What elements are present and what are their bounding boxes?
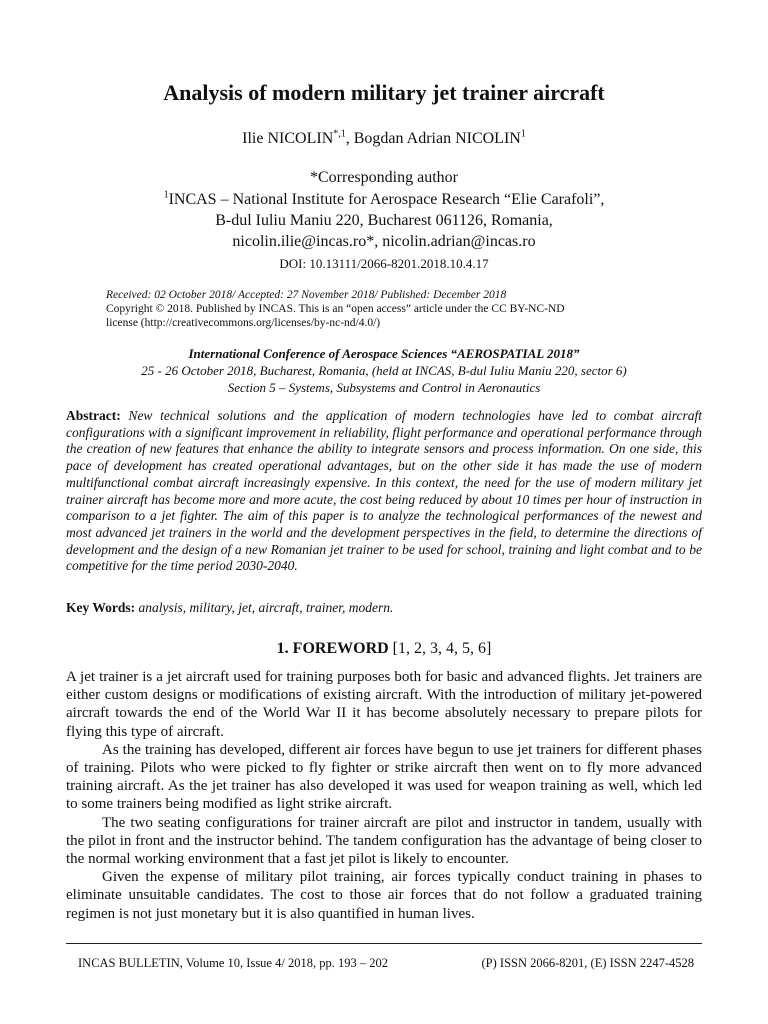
conference-section: Section 5 – Systems, Subsystems and Control in Aeronautics <box>227 380 541 395</box>
conference-name: International Conference of Aerospace Sciences “AEROSPATIAL 2018” <box>188 346 580 361</box>
author-separator: , <box>345 130 354 147</box>
conference-details: 25 - 26 October 2018, Bucharest, Romania, (held at INCAS, B-dul Iuliu Maniu 220, sector 6) <box>141 363 627 378</box>
affiliation-line-1 <box>0 189 768 210</box>
author-1-affiliation: *,1 <box>333 128 346 140</box>
affiliation-line-2: B-dul Iuliu Maniu 220, Bucharest 061126, Romania, <box>215 212 553 229</box>
author-1: Ilie NICOLIN <box>242 130 334 147</box>
doi[interactable]: DOI: 10.13111/2066-8201.2018.10.4.17 <box>279 256 489 271</box>
paragraph-4: Given the expense of military pilot training, air forces typically conduct training in phases to eliminate unsuitable candidates. The cost to those air forces that do not follow a graduated training regimen is not just monetary but it is also quantified in human lives. <box>66 869 702 922</box>
footer-issn: (P) ISSN 2066-8201, (E) ISSN 2247-4528 <box>481 956 694 970</box>
keywords-label: Key Words: <box>66 600 136 615</box>
affiliation-emails[interactable]: nicolin.ilie@incas.ro*, nicolin.adrian@incas.ro <box>232 233 536 250</box>
author-line <box>0 130 768 148</box>
author-2: Bogdan Adrian NICOLIN <box>353 130 521 147</box>
keywords-text: analysis, military, jet, aircraft, trainer, modern. <box>135 600 394 615</box>
copyright-line: Copyright © 2018. Published by INCAS. This is an “open access” article under the CC BY-NC-ND <box>106 303 565 315</box>
section-references: [1, 2, 3, 4, 5, 6] <box>388 640 492 657</box>
paragraph-3: The two seating configurations for trainer aircraft are pilot and instructor in tandem, usually with the pilot in front and the instructor behind. The tandem configuration has the advantage of being closer to the normal working environment that a fast jet pilot is likely to encounter. <box>66 814 702 868</box>
footer-divider <box>66 943 702 944</box>
affiliation-institute: INCAS – National Institute for Aerospace Research “Elie Carafoli”, <box>168 191 605 208</box>
corresponding-author-note: *Corresponding author <box>310 169 458 186</box>
author-2-affiliation: 1 <box>520 128 526 140</box>
affiliation-marker: 1 <box>163 189 169 201</box>
conference-info <box>0 345 768 396</box>
footer-journal: INCAS BULLETIN, Volume 10, Issue 4/ 2018, pp. 193 – 202 <box>78 956 388 970</box>
affiliation-block <box>0 189 768 252</box>
paper-title: Analysis of modern military jet trainer aircraft <box>163 80 605 105</box>
abstract <box>66 408 702 575</box>
paragraph-1: A jet trainer is a jet aircraft used for training purposes both for basic and advanced flights. Jet trainers are either custom designs or modifications of existing aircraft. With the introduction of military jet-powered aircraft towards the end of the World War II it has become absolutely necessary to prepare pilots for flying this type of aircraft. <box>66 669 702 740</box>
license-line[interactable]: license (http://creativecommons.org/licenses/by-nc-nd/4.0/) <box>106 317 381 329</box>
keywords <box>66 600 702 616</box>
section-title: 1. FOREWORD <box>276 640 389 657</box>
abstract-text: New technical solutions and the application of modern technologies have led to combat aircraft configurations with a significant improvement in reliability, flight performance and operational performance through the creation of new features that enhance the ability to integrate sensors and process information. On one side, this pace of development has created operational advantages, but on the other side it has made the use of modern multifunctional combat aircraft increasingly expensive. In this context, the need for the use of modern military jet trainer aircraft has become more and more acute, the cost being reduced by about 10 times per hour of instruction in comparison to a jet fighter. The aim of this paper is to analyze the technological performances of the newest and most advanced jet trainers in the world and the development perspectives in the field, to determine the directions of development and the design of a new Romanian jet trainer to be used for school, training and light combat and to be competitive for the time period 2030-2040. <box>66 408 702 574</box>
body-text <box>66 668 702 923</box>
received-dates: Received: 02 October 2018/ Accepted: 27 November 2018/ Published: December 2018 <box>106 289 507 301</box>
paragraph-2: As the training has developed, different air forces have begun to use jet trainers for different phases of training. Pilots who were picked to fly fighter or strike aircraft then went on to fly more advanced training aircraft. As the jet trainer has also developed it was used for weapon training as well, which led to some trainers being modified as light strike aircraft. <box>66 741 702 813</box>
section-heading <box>0 640 768 658</box>
abstract-label: Abstract: <box>66 408 121 423</box>
publication-info <box>106 288 706 330</box>
